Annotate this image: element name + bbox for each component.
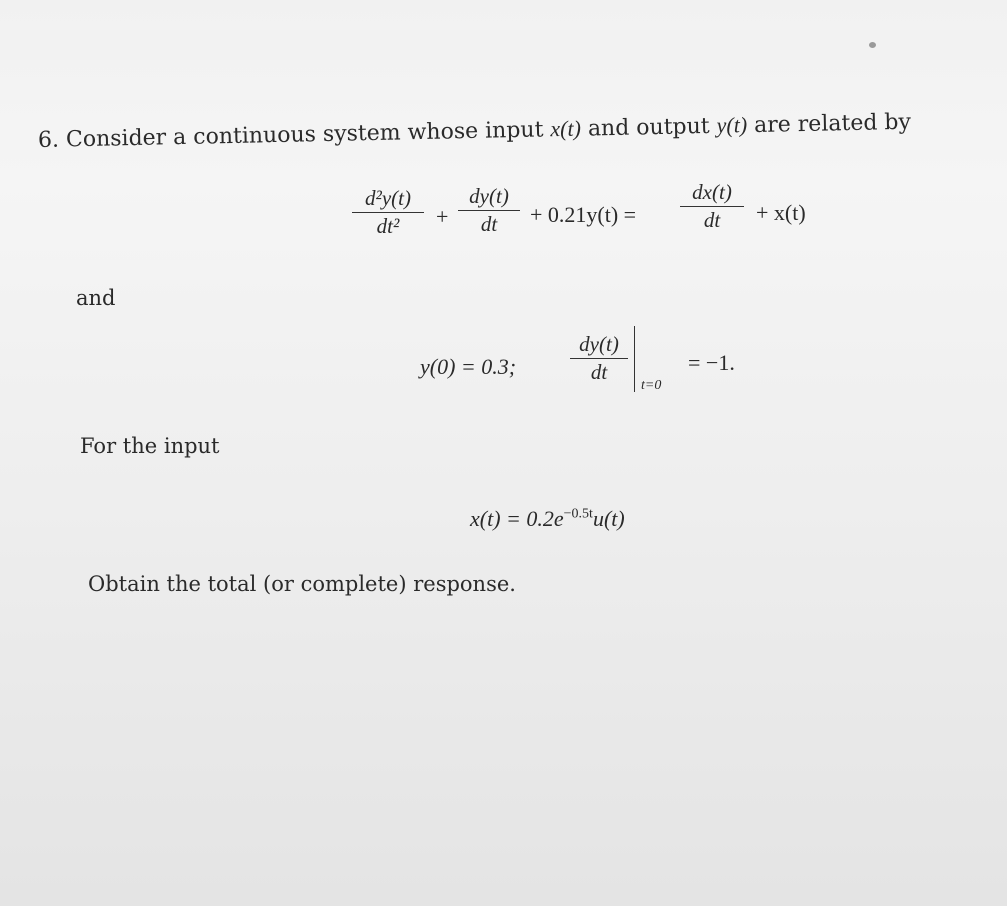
problem-number: 6. [37, 127, 60, 153]
d2y-denominator: dt² [376, 214, 400, 238]
and-label: and [76, 286, 116, 310]
dy-denominator: dt [590, 360, 608, 384]
initial-derivative-fraction [570, 332, 628, 385]
problem-and-output: and output [587, 113, 710, 142]
input-symbol: x(t) [550, 115, 582, 142]
fraction-bar [680, 206, 744, 207]
plus-sign: + [436, 204, 449, 229]
dy-numerator: dy(t) [469, 184, 509, 208]
equation-middle: + 0.21y(t) = [530, 202, 637, 227]
problem-intro: Consider a continuous system whose input [65, 117, 544, 153]
problem-related: are related by [753, 109, 912, 138]
output-symbol: y(t) [716, 112, 748, 138]
input-label: For the input [80, 434, 220, 458]
equation-tail: + x(t) [756, 200, 806, 225]
input-equation-exponent: −0.5t [563, 506, 593, 522]
fraction-bar [570, 358, 628, 359]
first-derivative-fraction [458, 184, 520, 237]
evaluation-point: t=0 [641, 378, 662, 393]
input-equation-lhs: x(t) = 0.2e [470, 506, 564, 531]
input-equation-rhs: u(t) [592, 506, 625, 531]
fraction-bar [352, 212, 424, 213]
problem-statement [38, 109, 911, 153]
second-derivative-fraction [352, 186, 424, 239]
input-derivative-fraction [680, 180, 744, 233]
d2y-numerator: d²y(t) [365, 186, 411, 210]
initial-value-y0: y(0) = 0.3; [420, 354, 517, 379]
dy-denominator: dt [480, 212, 498, 236]
task-statement: Obtain the total (or complete) response. [88, 572, 516, 596]
dx-denominator: dt [703, 208, 721, 232]
fraction-bar [458, 210, 520, 211]
dx-numerator: dx(t) [692, 180, 732, 204]
dy-numerator: dy(t) [579, 332, 619, 356]
input-equation [470, 506, 625, 532]
evaluation-bar [634, 326, 635, 392]
smudge-mark [869, 42, 876, 48]
initial-derivative-value: = −1. [688, 350, 735, 375]
